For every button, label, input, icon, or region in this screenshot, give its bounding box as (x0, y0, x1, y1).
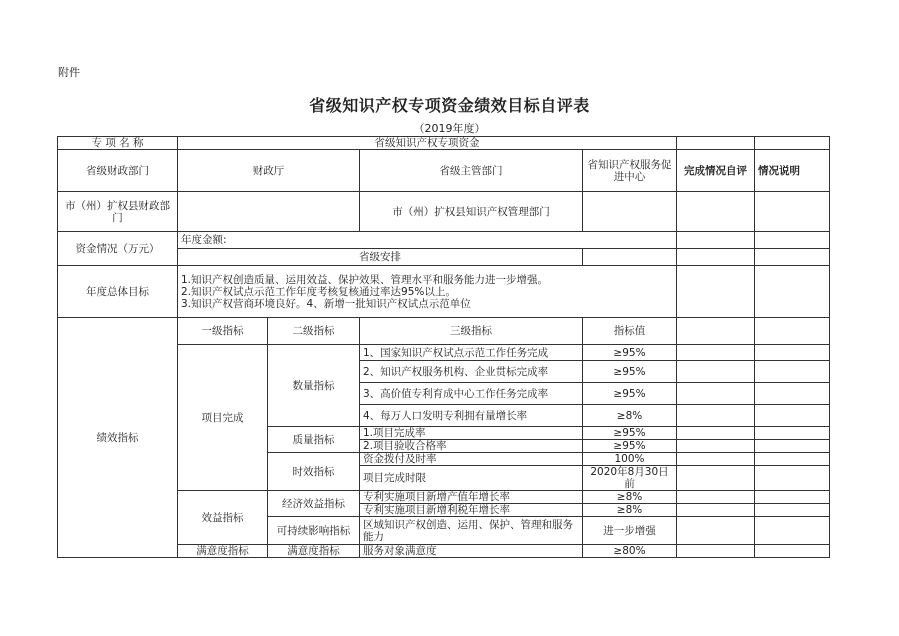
annual-goal-line: 1.知识产权创造质量、运用效益、保护效果、管理水平和服务能力进一步增强。 (181, 273, 549, 286)
empty-cell (755, 453, 830, 466)
empty-cell (583, 249, 677, 266)
page-title: 省级知识产权专项资金绩效目标自评表 (309, 96, 590, 115)
indicator-name: 3、高价值专利育成中心工作任务完成率 (360, 383, 583, 405)
indicator-name: 项目完成时限 (360, 466, 583, 491)
indicators-label: 绩效指标 (58, 318, 178, 558)
quality-indicator-cell: 质量指标 (268, 427, 360, 453)
satisfaction-level2-cell: 满意度指标 (268, 545, 360, 558)
year-label: （2019年度） (413, 122, 486, 135)
empty-cell (755, 137, 830, 150)
quantity-indicator-cell: 数量指标 (268, 345, 360, 427)
annual-goal-line: 3.知识产权营商环境良好。4、新增一批知识产权试点示范单位 (181, 297, 471, 310)
annual-amount: 年度金额: (178, 232, 677, 249)
economic-indicator-cell: 经济效益指标 (268, 491, 360, 517)
project-completion-cell: 项目完成 (178, 345, 268, 491)
empty-cell (677, 361, 755, 383)
funds-row-1 (58, 232, 830, 249)
annual-goal-line: 2.知识产权试点示范工作年度考核复核通过率达95%以上。 (181, 285, 456, 298)
competent-dept-label: 省级主管部门 (360, 150, 583, 192)
empty-cell (755, 192, 830, 232)
indicator-name: 2.项目验收合格率 (360, 440, 583, 453)
empty-cell (677, 345, 755, 361)
empty-cell (677, 266, 755, 318)
empty-cell (677, 517, 755, 545)
level1-header: 一级指标 (178, 318, 268, 345)
provincial-arrangement: 省级安排 (178, 249, 583, 266)
indicator-name: 4、每万人口发明专利拥有量增长率 (360, 405, 583, 427)
sustainable-indicator-cell: 可持续影响指标 (268, 517, 360, 545)
indicator-name: 1、国家知识产权试点示范工作任务完成 (360, 345, 583, 361)
indicator-value: 进一步增强 (583, 517, 677, 545)
empty-cell (755, 517, 830, 545)
empty-cell (677, 453, 755, 466)
level3-header: 三级指标 (360, 318, 583, 345)
department-row (58, 150, 830, 192)
empty-cell (677, 440, 755, 453)
indicator-name: 专利实施项目新增利税年增长率 (360, 504, 583, 517)
indicator-value: ≥8% (583, 405, 677, 427)
empty-cell (755, 427, 830, 440)
annual-goal-row (58, 266, 830, 318)
finance-dept-label: 省级财政部门 (58, 150, 178, 192)
indicator-value: 2020年8月30日前 (583, 466, 677, 491)
empty-cell (755, 405, 830, 427)
timeliness-indicator-cell: 时效指标 (268, 453, 360, 491)
county-row (58, 192, 830, 232)
empty-cell (677, 466, 755, 491)
service-center: 省知识产权服务促进中心 (583, 150, 677, 192)
empty-cell (677, 504, 755, 517)
empty-cell (755, 466, 830, 491)
empty-cell (755, 249, 830, 266)
satisfaction-level1-cell: 满意度指标 (178, 545, 268, 558)
empty-cell (755, 318, 830, 345)
indicator-value: 100% (583, 453, 677, 466)
value-header: 指标值 (583, 318, 677, 345)
empty-cell (677, 232, 755, 249)
empty-cell (677, 192, 755, 232)
indicator-name: 服务对象满意度 (360, 545, 583, 558)
indicator-name: 1.项目完成率 (360, 427, 583, 440)
empty-cell (677, 427, 755, 440)
empty-cell (677, 491, 755, 504)
project-label: 专 项 名 称 (58, 137, 178, 150)
empty-cell (677, 137, 755, 150)
empty-cell (755, 504, 830, 517)
indicator-value: ≥95% (583, 361, 677, 383)
indicator-value: ≥95% (583, 440, 677, 453)
empty-cell (677, 405, 755, 427)
empty-cell (755, 383, 830, 405)
indicator-name: 区域知识产权创造、运用、保护、管理和服务能力 (360, 517, 583, 545)
indicator-value: ≥8% (583, 504, 677, 517)
indicator-value: ≥95% (583, 345, 677, 361)
empty-cell (677, 545, 755, 558)
explanation-header: 情况说明 (755, 150, 830, 192)
indicator-value: ≥95% (583, 427, 677, 440)
indicator-name: 专利实施项目新增产值年增长率 (360, 491, 583, 504)
empty-cell (677, 249, 755, 266)
empty-cell (755, 361, 830, 383)
funds-label: 资金情况（万元） (58, 232, 178, 266)
indicator-value: ≥95% (583, 383, 677, 405)
project-name: 省级知识产权专项资金 (178, 137, 677, 150)
benefit-indicator-cell: 效益指标 (178, 491, 268, 545)
empty-cell (677, 318, 755, 345)
annual-goal-text (178, 266, 677, 318)
annual-goal-label: 年度总体目标 (58, 266, 178, 318)
completion-eval-header: 完成情况自评 (677, 150, 755, 192)
empty-cell (755, 440, 830, 453)
attachment-label: 附件 (58, 66, 80, 79)
indicator-value: ≥80% (583, 545, 677, 558)
project-row (58, 137, 830, 150)
empty-cell (755, 545, 830, 558)
empty-cell (755, 345, 830, 361)
empty-cell (755, 491, 830, 504)
empty-cell (583, 192, 677, 232)
self-evaluation-table (57, 136, 830, 558)
finance-dept: 财政厅 (178, 150, 360, 192)
indicator-name: 2、知识产权服务机构、企业贯标完成率 (360, 361, 583, 383)
empty-cell (677, 383, 755, 405)
indicator-value: ≥8% (583, 491, 677, 504)
level2-header: 二级指标 (268, 318, 360, 345)
county-finance-dept: 市（州）扩权县财政部门 (58, 192, 178, 232)
county-ip-dept: 市（州）扩权县知识产权管理部门 (360, 192, 583, 232)
empty-cell (755, 266, 830, 318)
empty-cell (755, 232, 830, 249)
empty-cell (178, 192, 360, 232)
indicator-header-row (58, 318, 830, 345)
indicator-name: 资金拨付及时率 (360, 453, 583, 466)
